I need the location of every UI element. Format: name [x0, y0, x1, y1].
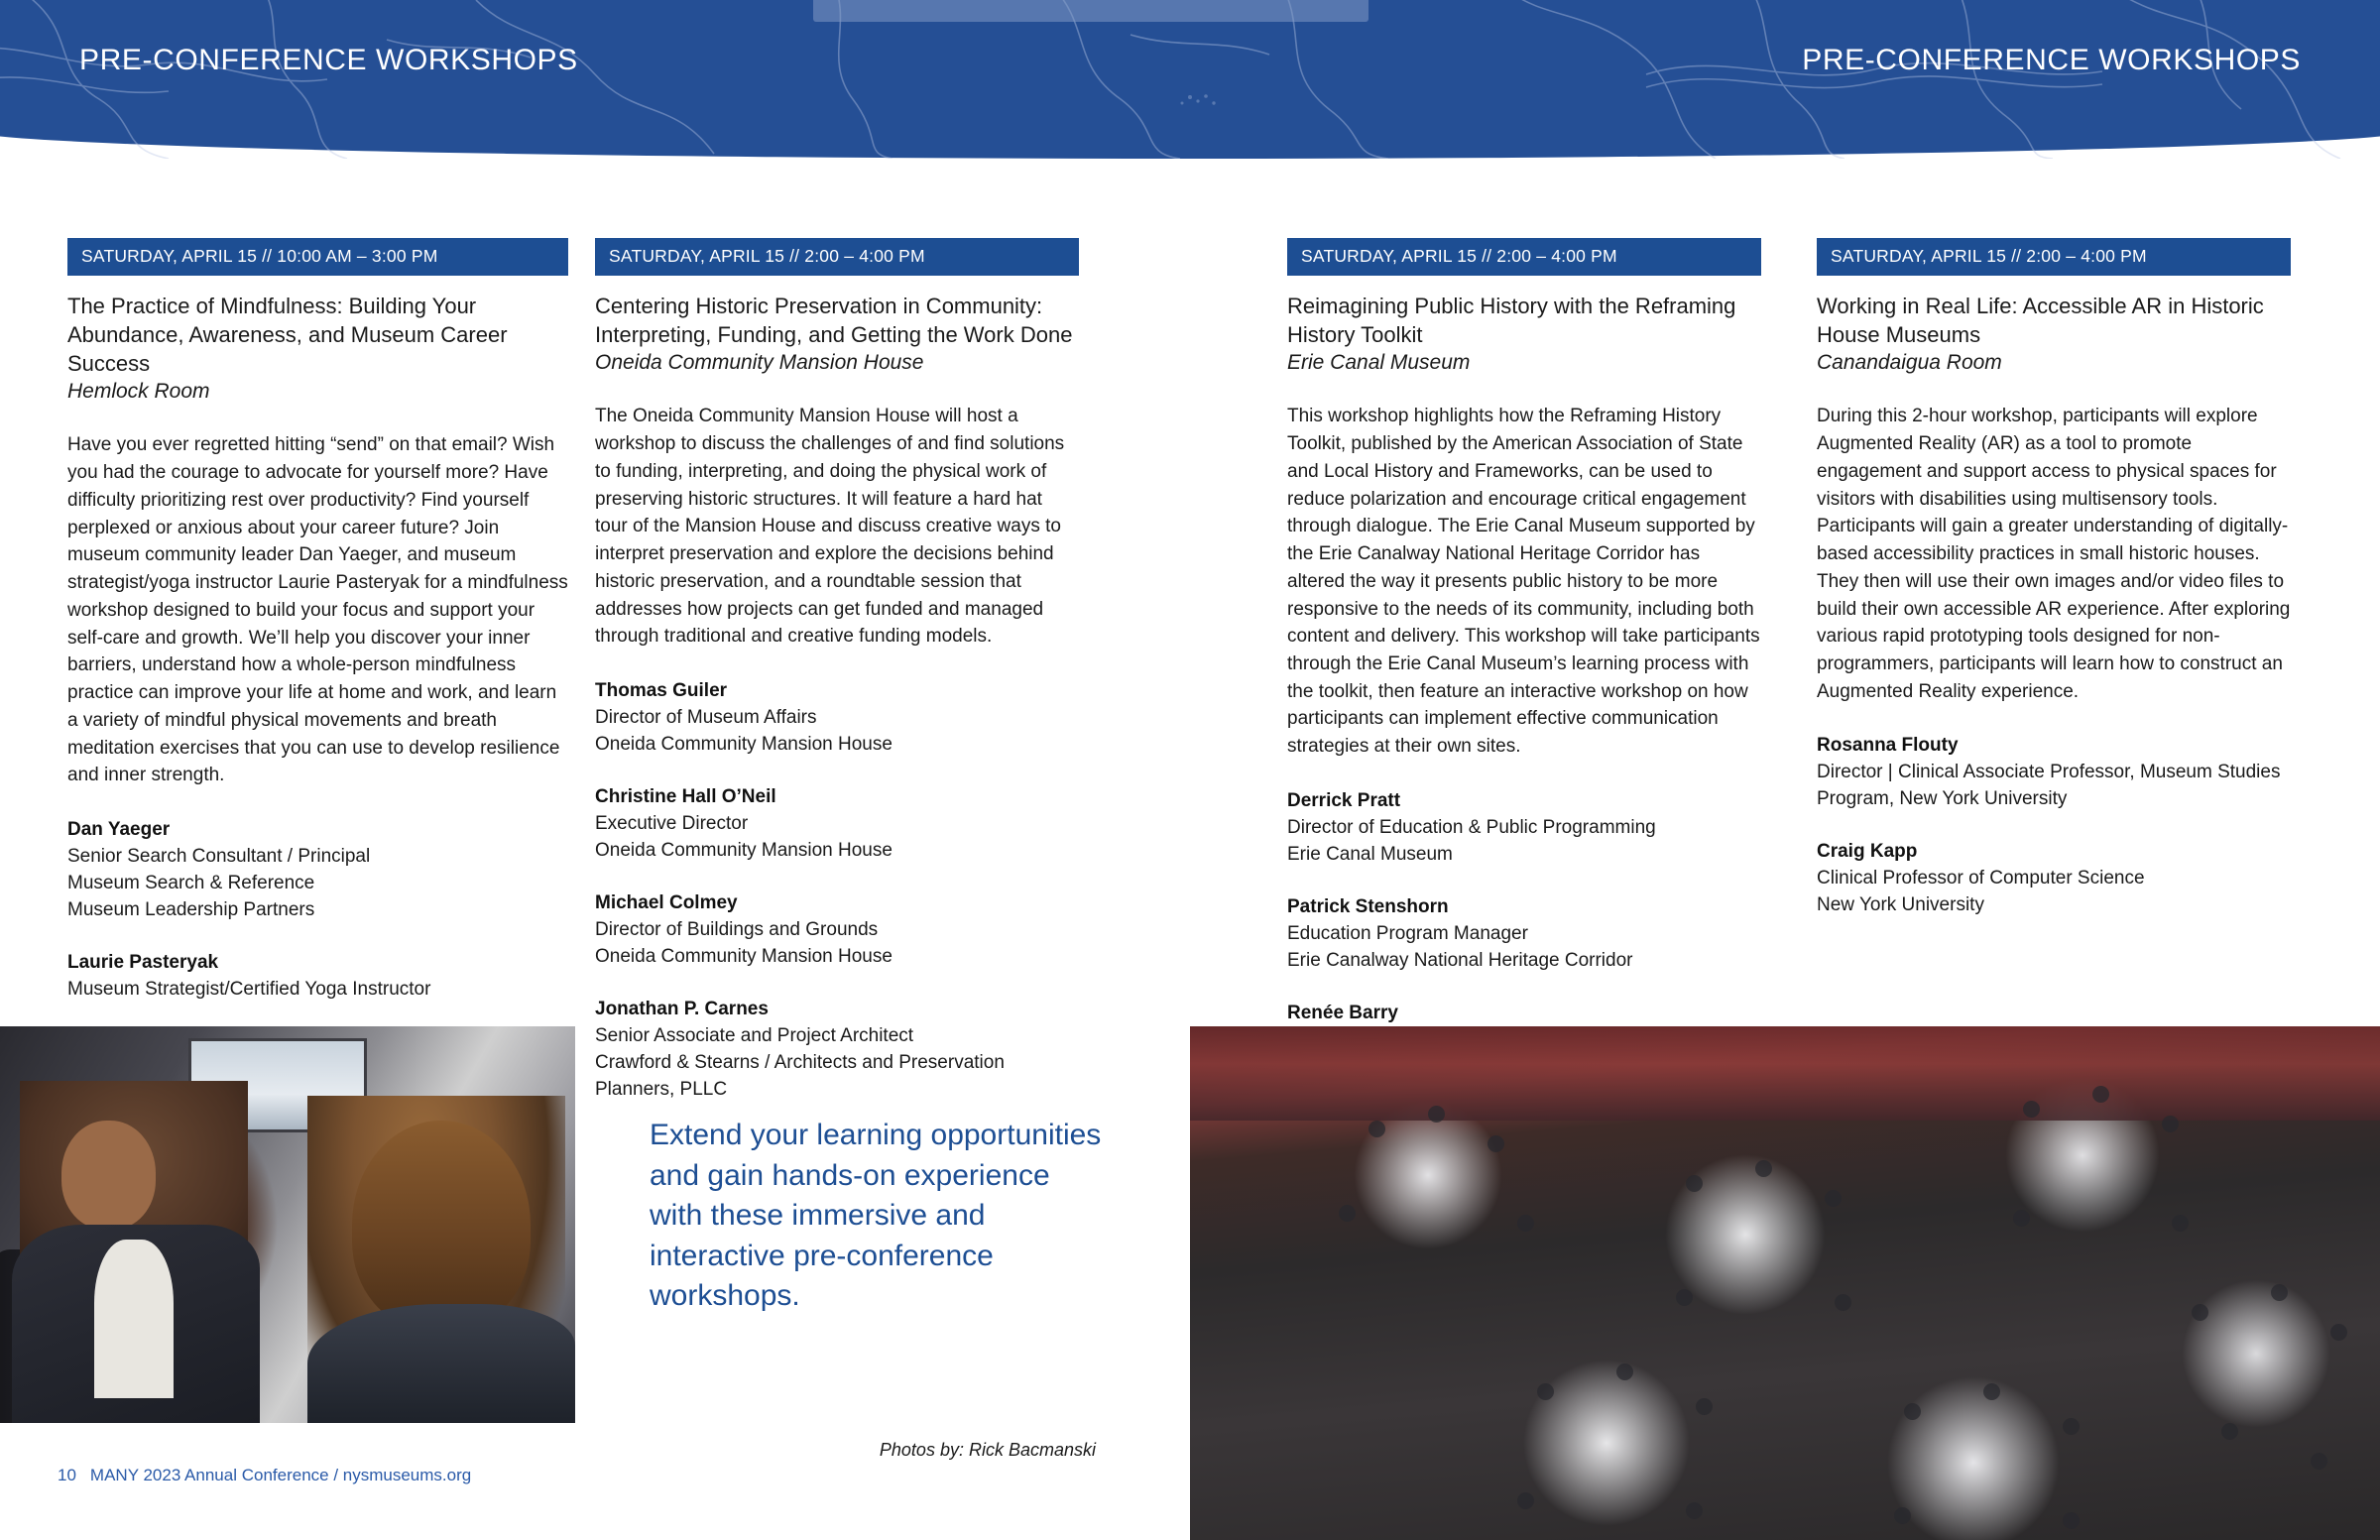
speaker-entry [1817, 839, 2291, 919]
speaker-name: Dan Yaeger [67, 818, 171, 840]
attendee-dot [1696, 1398, 1713, 1415]
attendee-dot [2221, 1423, 2238, 1440]
photo-workshop-attendees [0, 1026, 575, 1423]
page-header-band [0, 0, 2380, 174]
attendee-dot [2092, 1086, 2109, 1103]
attendee-dot [2271, 1284, 2288, 1301]
speaker-org: Oneida Community Mansion House [595, 839, 892, 861]
header-title-left: PRE-CONFERENCE WORKSHOPS [79, 44, 578, 76]
attendee-dot [2162, 1116, 2179, 1132]
session-title: The Practice of Mindfulness: Building Your Abundance, Awareness, and Museum Career Success [67, 294, 508, 377]
shoulder-shape [307, 1304, 575, 1423]
speaker-org: Erie Canal Museum [1287, 843, 1453, 865]
speaker-role: Museum Strategist/Certified Yoga Instructor [67, 978, 431, 1000]
footer-text: MANY 2023 Annual Conference / nysmuseums.org [89, 1466, 472, 1484]
attendee-dot [1517, 1492, 1534, 1509]
attendee-dot [1835, 1294, 1851, 1311]
attendee-dot [2311, 1453, 2327, 1470]
speaker-entry [1287, 894, 1761, 975]
speaker-role: Senior Search Consultant / Principal [67, 845, 371, 867]
speaker-name: Christine Hall O’Neil [595, 785, 776, 807]
header-title-right: PRE-CONFERENCE WORKSHOPS [1802, 44, 2301, 76]
attendee-dot [1517, 1215, 1534, 1232]
session-datetime-badge: SATURDAY, APRIL 15 // 2:00 – 4:00 PM [1817, 238, 2291, 276]
speaker-name: Derrick Pratt [1287, 789, 1401, 811]
attendee-dot [1676, 1289, 1693, 1306]
attendee-dot [1428, 1106, 1445, 1123]
pull-quote: Extend your learning opportunities and gain hands-on experience with these immersive and interactive pre-conference workshops. [650, 1119, 1102, 1312]
speaker-name: Renée Barry [1287, 1002, 1398, 1023]
speaker-org: Erie Canalway National Heritage Corridor [1287, 949, 1633, 971]
attendee-dot [1825, 1190, 1842, 1207]
session-description: This workshop highlights how the Reframing History Toolkit, published by the American Association of State and Local History and Frameworks, can be used to reduce polarization and encourage critical engagement through dialogue. The Erie Canal Museum supported by the Erie Canalway National Heritage Corridor has altered the way it presents public history to be more responsive to the needs of its community, including both content and delivery. This workshop will take participants through the Erie Canal Museum’s learning process with the toolkit, then feature an interactive workshop on how participants can implement effective communication strategies at their own sites. [1287, 406, 1760, 758]
photo-credit: Photos by: Rick Bacmanski [879, 1440, 1096, 1460]
attendee-dot [1983, 1383, 2000, 1400]
speaker-entry [67, 950, 568, 1004]
session-datetime-badge: SATURDAY, APRIL 15 // 2:00 – 4:00 PM [1287, 238, 1761, 276]
session-datetime-badge: SATURDAY, APRIL 15 // 10:00 AM – 3:00 PM [67, 238, 568, 276]
speaker-name: Rosanna Flouty [1817, 735, 1959, 757]
attendee-dot [1537, 1383, 1554, 1400]
attendee-dot [1368, 1121, 1385, 1137]
session-description: Have you ever regretted hitting “send” on that email? Wish you had the courage to advocate for yourself more? Have difficulty prioritizing rest over productivity? Find yourself perplexed or anxious about your career future? Join museum community leader Dan Yaeger, and museum strategist/yoga instructor Laurie Pasteryak for a mindfulness workshop designed to build your focus and support your self-care and growth. We’ll help you discover your inner barriers, understand how a whole-person mindfulness practice can improve your life at home and work, and learn a variety of mindful physical movements and breath meditation exercises that you can use to develop resilience and inner strength. [67, 434, 568, 786]
speaker-org: Crawford & Stearns / Architects and Preservation Planners, PLLC [595, 1051, 1005, 1100]
speaker-role: Director | Clinical Associate Professor, Museum Studies Program, New York University [1817, 762, 2281, 810]
session-datetime-badge: SATURDAY, APRIL 15 // 2:00 – 4:00 PM [595, 238, 1079, 276]
attendee-dot [2172, 1215, 2189, 1232]
attendee-dot [1904, 1403, 1921, 1420]
speaker-org-2: Museum Leadership Partners [67, 898, 315, 920]
session-description: During this 2-hour workshop, participants will explore Augmented Reality (AR) as a tool to promote engagement and support access to physical spaces for visitors with disabilities using multisensory tools. Participants will gain a greater understanding of digitally-based accessibility practices in small historic houses. They then will use their own images and/or video files to build their own accessible AR experience. After exploring various rapid prototyping tools designed for non-programmers, participants will learn how to construct an Augmented Reality experience. [1817, 406, 2291, 702]
speaker-org: Oneida Community Mansion House [595, 733, 892, 755]
workshop-column-4 [1817, 238, 2291, 945]
speaker-role: Director of Education & Public Programming [1287, 816, 1656, 838]
hair-shape [352, 1121, 531, 1329]
attendee-dot [1339, 1205, 1356, 1222]
attendee-dot [2023, 1101, 2040, 1118]
speaker-name: Laurie Pasteryak [67, 951, 219, 973]
photo-conference-banquet [1190, 1026, 2380, 1540]
speaker-role: Director of Buildings and Grounds [595, 918, 879, 940]
attendee-dot [1488, 1135, 1504, 1152]
session-description: The Oneida Community Mansion House will host a workshop to discuss the challenges of and find solutions to funding, interpreting, and doing the physical work of preserving historic structures. It will feature a hard hat tour of the Mansion House and discuss creative ways to interpret preservation and explore the decisions behind historic preservation, and a roundtable session that addresses how projects can get funded and managed through traditional and creative funding models. [595, 406, 1065, 648]
attendee-dot [2063, 1418, 2080, 1435]
attendee-dot [1686, 1175, 1703, 1192]
speaker-name: Michael Colmey [595, 891, 738, 913]
shirt-shape [94, 1240, 174, 1398]
session-venue: Canandaigua Room [1817, 351, 2002, 375]
speaker-entry [595, 890, 1079, 971]
attendee-dot [2063, 1512, 2080, 1529]
speaker-role: Senior Associate and Project Architect [595, 1024, 914, 1046]
workshop-column-3 [1287, 238, 1761, 1107]
speaker-org: Oneida Community Mansion House [595, 945, 892, 967]
face-shape [61, 1121, 156, 1230]
speaker-role: Director of Museum Affairs [595, 706, 817, 728]
speaker-name: Patrick Stenshorn [1287, 895, 1449, 917]
session-venue: Oneida Community Mansion House [595, 351, 924, 375]
speaker-entry [1287, 788, 1761, 869]
attendee-dot [1686, 1502, 1703, 1519]
page-number: 10 [58, 1466, 76, 1484]
workshop-column-2 [595, 238, 1079, 1129]
stage-curtain [1190, 1026, 2380, 1121]
speaker-name: Jonathan P. Carnes [595, 998, 769, 1019]
speaker-entry [67, 817, 568, 924]
header-background [0, 0, 2380, 159]
attendee-dot [2013, 1210, 2030, 1227]
session-title: Working in Real Life: Accessible AR in Historic House Museums [1817, 294, 2264, 348]
speaker-entry [595, 784, 1079, 865]
speaker-name: Craig Kapp [1817, 841, 1918, 863]
attendee-dot [2192, 1304, 2208, 1321]
session-title: Reimagining Public History with the Reframing History Toolkit [1287, 294, 1736, 348]
speaker-name: Thomas Guiler [595, 680, 728, 702]
speaker-role: Education Program Manager [1287, 922, 1528, 944]
session-venue: Hemlock Room [67, 380, 210, 404]
speaker-entry [595, 678, 1079, 759]
page-footer [58, 1466, 471, 1485]
speaker-org: Museum Search & Reference [67, 872, 315, 893]
attendee-dot [1894, 1507, 1911, 1524]
session-venue: Erie Canal Museum [1287, 351, 1471, 375]
attendee-dot [1755, 1160, 1772, 1177]
speaker-role: Clinical Professor of Computer Science [1817, 868, 2145, 889]
speaker-entry [595, 997, 1079, 1104]
speaker-org: New York University [1817, 894, 1984, 916]
speaker-role: Executive Director [595, 812, 749, 834]
workshop-column-1 [67, 238, 568, 1029]
session-title: Centering Historic Preservation in Community: Interpreting, Funding, and Getting the Work Done [595, 294, 1073, 348]
attendee-dot [1616, 1363, 1633, 1380]
attendee-dot [2330, 1324, 2347, 1341]
speaker-entry [1817, 733, 2291, 813]
